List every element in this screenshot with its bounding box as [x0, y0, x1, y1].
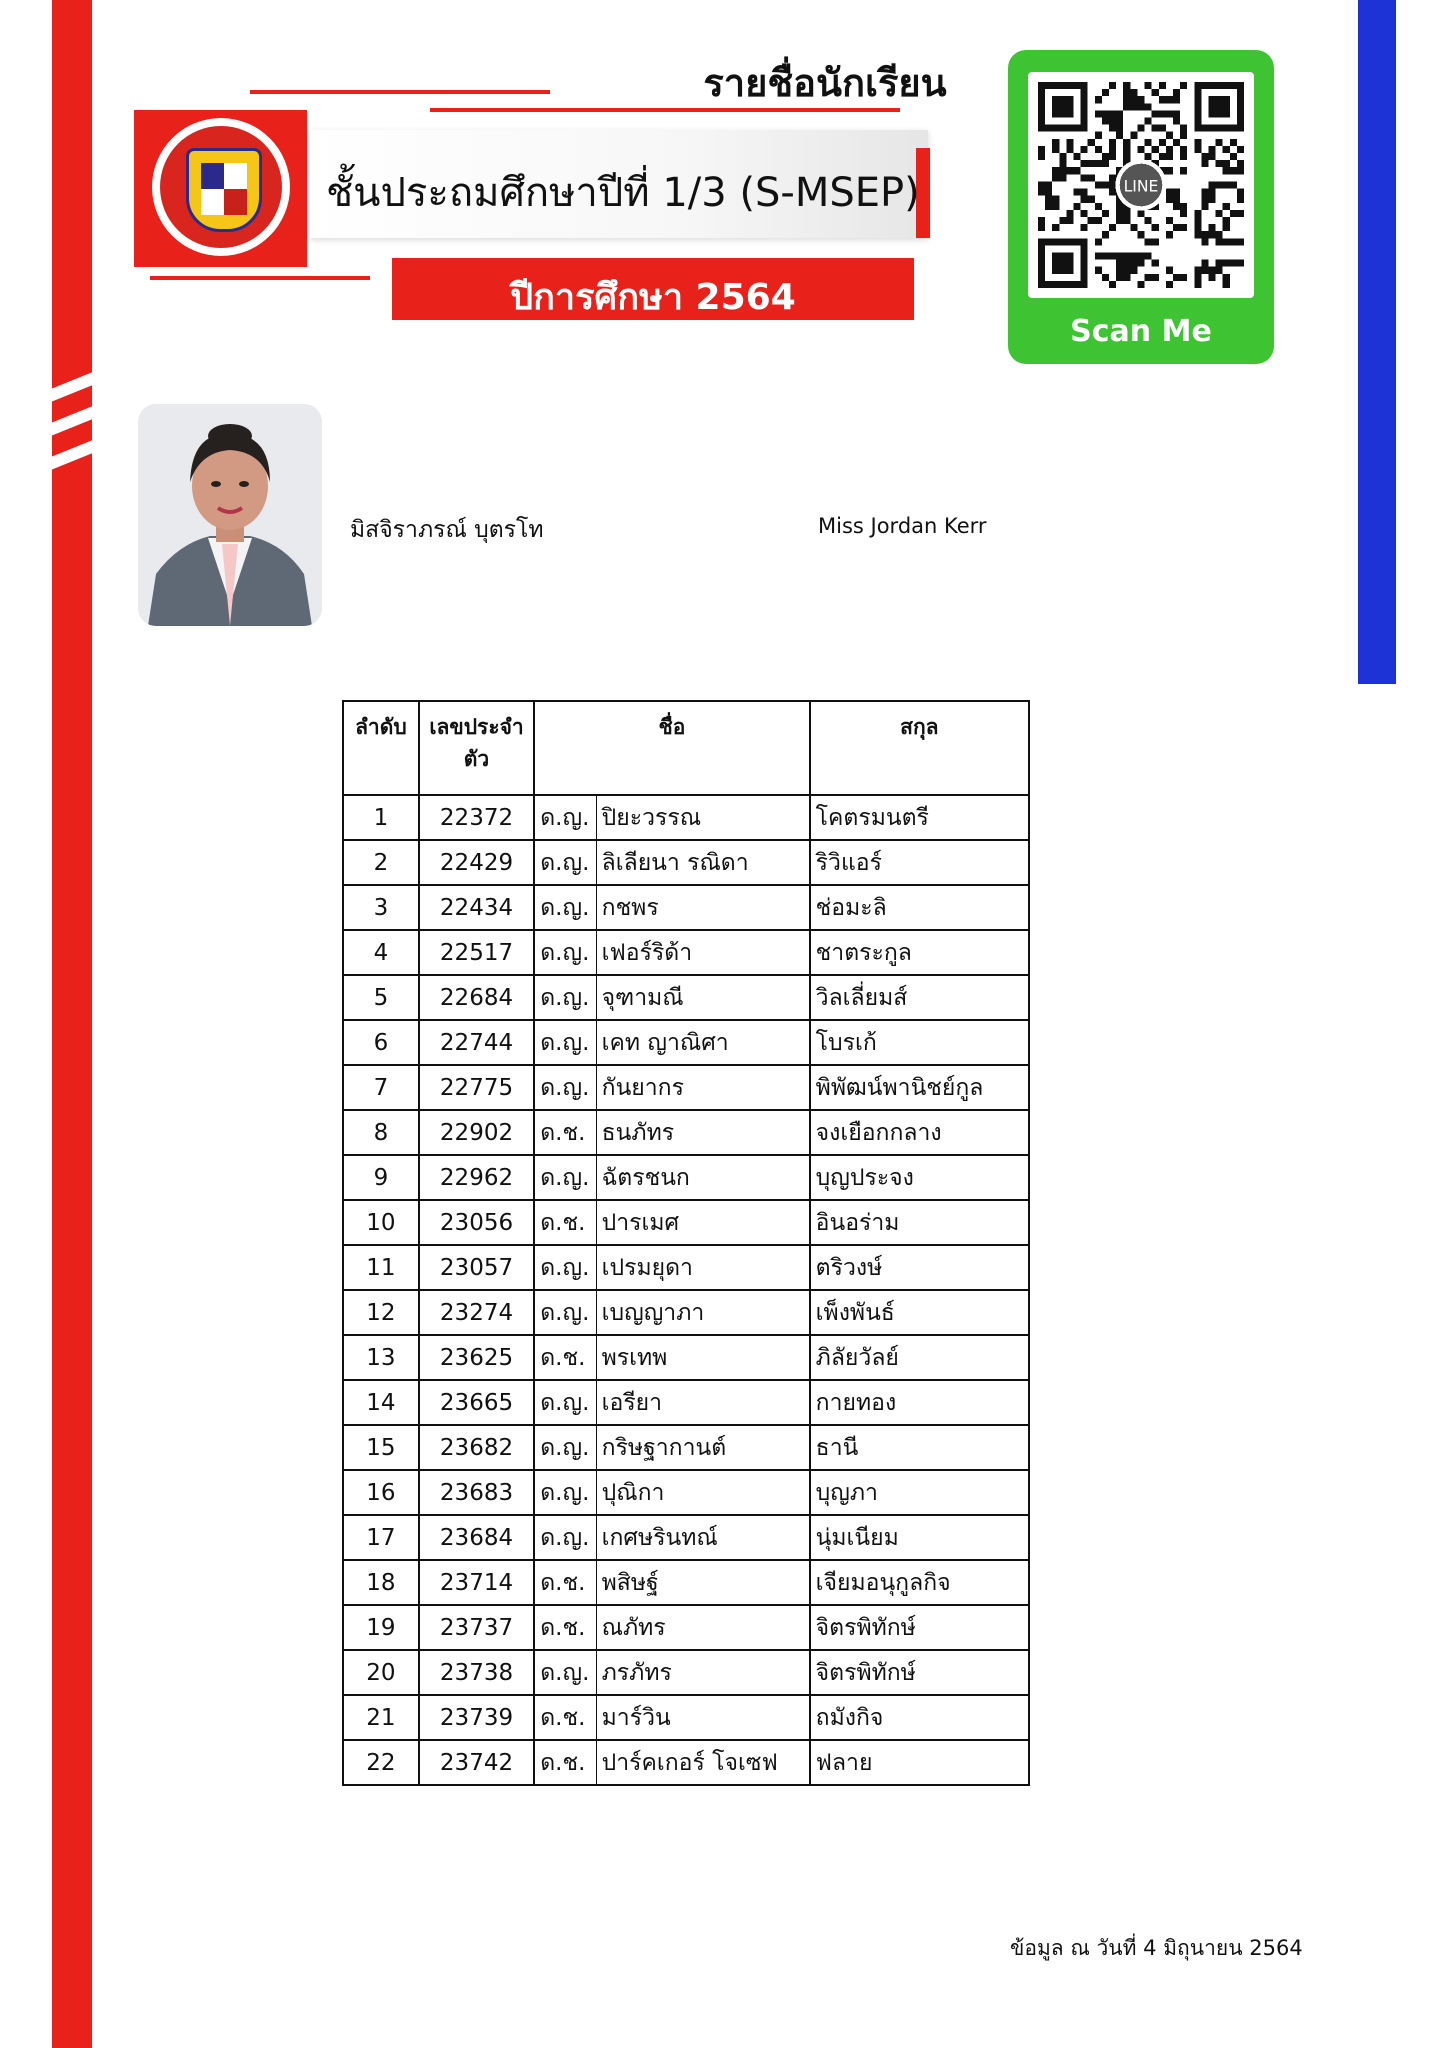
- student-id: 23057: [419, 1245, 534, 1290]
- student-surname: ช่อมะลิ: [810, 885, 1029, 930]
- table-row: [343, 975, 1029, 1020]
- row-number: 2: [343, 840, 419, 885]
- student-id: 22902: [419, 1110, 534, 1155]
- table-row: [343, 1200, 1029, 1245]
- student-surname: วิลเลี่ยมส์: [810, 975, 1029, 1020]
- name-prefix: ด.ญ.: [534, 930, 596, 975]
- teacher-photo: [138, 404, 322, 626]
- student-surname: กายทอง: [810, 1380, 1029, 1425]
- student-first-name: เกศษรินทณ์: [596, 1515, 810, 1560]
- header-surname: สกุล: [810, 701, 1029, 795]
- name-prefix: ด.ช.: [534, 1335, 596, 1380]
- student-first-name: ปิยะวรรณ: [596, 795, 810, 840]
- left-red-stripe: [52, 0, 92, 2048]
- student-id: 22775: [419, 1065, 534, 1110]
- table-row: [343, 1335, 1029, 1380]
- student-id: 23683: [419, 1470, 534, 1515]
- student-id: 22434: [419, 885, 534, 930]
- table-row: [343, 1695, 1029, 1740]
- student-id: 23714: [419, 1560, 534, 1605]
- table-row: [343, 1515, 1029, 1560]
- student-id: 22517: [419, 930, 534, 975]
- line-badge: LINE: [1123, 177, 1159, 196]
- student-first-name: เปรมยุดา: [596, 1245, 810, 1290]
- student-surname: ถมังกิจ: [810, 1695, 1029, 1740]
- student-surname: นุ่มเนียม: [810, 1515, 1029, 1560]
- name-prefix: ด.ญ.: [534, 1290, 596, 1335]
- name-prefix: ด.ญ.: [534, 1515, 596, 1560]
- row-number: 5: [343, 975, 419, 1020]
- name-prefix: ด.ช.: [534, 1695, 596, 1740]
- name-prefix: ด.ญ.: [534, 1065, 596, 1110]
- row-number: 13: [343, 1335, 419, 1380]
- student-first-name: ปาร์คเกอร์ โจเซฟ: [596, 1740, 810, 1785]
- row-number: 3: [343, 885, 419, 930]
- table-row: [343, 1650, 1029, 1695]
- row-number: 14: [343, 1380, 419, 1425]
- row-number: 18: [343, 1560, 419, 1605]
- student-first-name: เอรียา: [596, 1380, 810, 1425]
- name-prefix: ด.ญ.: [534, 1155, 596, 1200]
- name-prefix: ด.ญ.: [534, 795, 596, 840]
- student-surname: พิพัฒน์พานิชย์กูล: [810, 1065, 1029, 1110]
- scan-me-label[interactable]: Scan Me: [1070, 314, 1212, 349]
- table-row: [343, 1155, 1029, 1200]
- student-first-name: ลิเลียนา รณิดา: [596, 840, 810, 885]
- header-no: ลำดับ: [343, 701, 419, 795]
- row-number: 22: [343, 1740, 419, 1785]
- student-id: 22684: [419, 975, 534, 1020]
- student-surname: โคตรมนตรี: [810, 795, 1029, 840]
- student-first-name: เฟอร์ริด้า: [596, 930, 810, 975]
- table-row: [343, 1110, 1029, 1155]
- student-first-name: พรเทพ: [596, 1335, 810, 1380]
- student-surname: จงเยือกกลาง: [810, 1110, 1029, 1155]
- student-first-name: กันยากร: [596, 1065, 810, 1110]
- student-surname: ฟลาย: [810, 1740, 1029, 1785]
- row-number: 7: [343, 1065, 419, 1110]
- row-number: 15: [343, 1425, 419, 1470]
- table-header-row: [343, 701, 1029, 795]
- student-id: 22429: [419, 840, 534, 885]
- table-row: [343, 1560, 1029, 1605]
- header-first-name: ชื่อ: [534, 701, 809, 795]
- row-number: 20: [343, 1650, 419, 1695]
- row-number: 8: [343, 1110, 419, 1155]
- student-surname: เจียมอนุกูลกิจ: [810, 1560, 1029, 1605]
- table-row: [343, 795, 1029, 840]
- table-row: [343, 840, 1029, 885]
- row-number: 9: [343, 1155, 419, 1200]
- table-row: [343, 1245, 1029, 1290]
- student-first-name: ภรภัทร: [596, 1650, 810, 1695]
- header-student-id: เลขประจำตัว: [419, 701, 534, 795]
- name-prefix: ด.ญ.: [534, 1245, 596, 1290]
- table-row: [343, 1020, 1029, 1065]
- student-surname: อินอร่าม: [810, 1200, 1029, 1245]
- row-number: 12: [343, 1290, 419, 1335]
- student-first-name: ปารเมศ: [596, 1200, 810, 1245]
- student-surname: ชาตระกูล: [810, 930, 1029, 975]
- row-number: 16: [343, 1470, 419, 1515]
- table-row: [343, 1740, 1029, 1785]
- name-prefix: ด.ช.: [534, 1740, 596, 1785]
- school-seal-icon: [152, 118, 290, 256]
- table-row: [343, 885, 1029, 930]
- table-row: [343, 1470, 1029, 1515]
- student-surname: โบรเก้: [810, 1020, 1029, 1065]
- table-row: [343, 1425, 1029, 1470]
- student-surname: บุญประจง: [810, 1155, 1029, 1200]
- table-row: [343, 1065, 1029, 1110]
- student-surname: ริวิแอร์: [810, 840, 1029, 885]
- name-prefix: ด.ญ.: [534, 1650, 596, 1695]
- student-id: 23742: [419, 1740, 534, 1785]
- name-prefix: ด.ญ.: [534, 1470, 596, 1515]
- name-prefix: ด.ญ.: [534, 1020, 596, 1065]
- student-surname: จิตรพิทักษ์: [810, 1650, 1029, 1695]
- qr-code-icon[interactable]: [1038, 82, 1244, 288]
- row-number: 21: [343, 1695, 419, 1740]
- student-id: 23274: [419, 1290, 534, 1335]
- student-id: 22962: [419, 1155, 534, 1200]
- student-first-name: ฉัตรชนก: [596, 1155, 810, 1200]
- teacher-name-english: Miss Jordan Kerr: [818, 514, 987, 538]
- academic-year: ปีการศึกษา 2564: [510, 277, 796, 318]
- student-first-name: มาร์วิน: [596, 1695, 810, 1740]
- student-first-name: เคท ญาณิศา: [596, 1020, 810, 1065]
- student-id: 23737: [419, 1605, 534, 1650]
- name-prefix: ด.ช.: [534, 1560, 596, 1605]
- student-id: 23056: [419, 1200, 534, 1245]
- row-number: 10: [343, 1200, 419, 1245]
- teacher-name-thai: มิสจิราภรณ์ บุตรโท: [350, 517, 544, 543]
- table-row: [343, 930, 1029, 975]
- student-id: 23739: [419, 1695, 534, 1740]
- student-id: 22372: [419, 795, 534, 840]
- student-id: 23738: [419, 1650, 534, 1695]
- logo-rule: [150, 276, 370, 280]
- student-roster-table: [342, 700, 1030, 1786]
- student-first-name: จุฑามณี: [596, 975, 810, 1020]
- table-row: [343, 1605, 1029, 1650]
- student-first-name: ธนภัทร: [596, 1110, 810, 1155]
- row-number: 1: [343, 795, 419, 840]
- data-date-note: ข้อมูล ณ วันที่ 4 มิถุนายน 2564: [1010, 1936, 1303, 1960]
- table-row: [343, 1380, 1029, 1425]
- student-id: 22744: [419, 1020, 534, 1065]
- student-first-name: กริษฐากานต์: [596, 1425, 810, 1470]
- student-first-name: เบญญาภา: [596, 1290, 810, 1335]
- student-id: 23625: [419, 1335, 534, 1380]
- student-surname: บุญภา: [810, 1470, 1029, 1515]
- row-number: 17: [343, 1515, 419, 1560]
- student-id: 23684: [419, 1515, 534, 1560]
- student-first-name: ณภัทร: [596, 1605, 810, 1650]
- student-surname: จิตรพิทักษ์: [810, 1605, 1029, 1650]
- class-title: ชั้นประถมศึกษาปีที่ 1/3 (S-MSEP): [326, 170, 920, 216]
- right-blue-stripe: [1358, 0, 1396, 684]
- name-prefix: ด.ญ.: [534, 1380, 596, 1425]
- student-first-name: กชพร: [596, 885, 810, 930]
- student-first-name: พสิษฐ์: [596, 1560, 810, 1605]
- row-number: 4: [343, 930, 419, 975]
- name-prefix: ด.ช.: [534, 1110, 596, 1155]
- row-number: 19: [343, 1605, 419, 1650]
- name-prefix: ด.ญ.: [534, 1425, 596, 1470]
- student-id: 23665: [419, 1380, 534, 1425]
- name-prefix: ด.ช.: [534, 1605, 596, 1650]
- student-surname: ตริวงษ์: [810, 1245, 1029, 1290]
- student-surname: ธานี: [810, 1425, 1029, 1470]
- student-surname: เพ็งพันธ์: [810, 1290, 1029, 1335]
- name-prefix: ด.ญ.: [534, 840, 596, 885]
- page-title: รายชื่อนักเรียน: [703, 61, 947, 105]
- name-prefix: ด.ญ.: [534, 885, 596, 930]
- row-number: 6: [343, 1020, 419, 1065]
- row-number: 11: [343, 1245, 419, 1290]
- student-id: 23682: [419, 1425, 534, 1470]
- student-first-name: ปุณิกา: [596, 1470, 810, 1515]
- header-rule: [250, 90, 550, 94]
- name-prefix: ด.ช.: [534, 1200, 596, 1245]
- student-surname: ภิลัยวัลย์: [810, 1335, 1029, 1380]
- table-row: [343, 1290, 1029, 1335]
- name-prefix: ด.ญ.: [534, 975, 596, 1020]
- school-logo: [134, 110, 307, 267]
